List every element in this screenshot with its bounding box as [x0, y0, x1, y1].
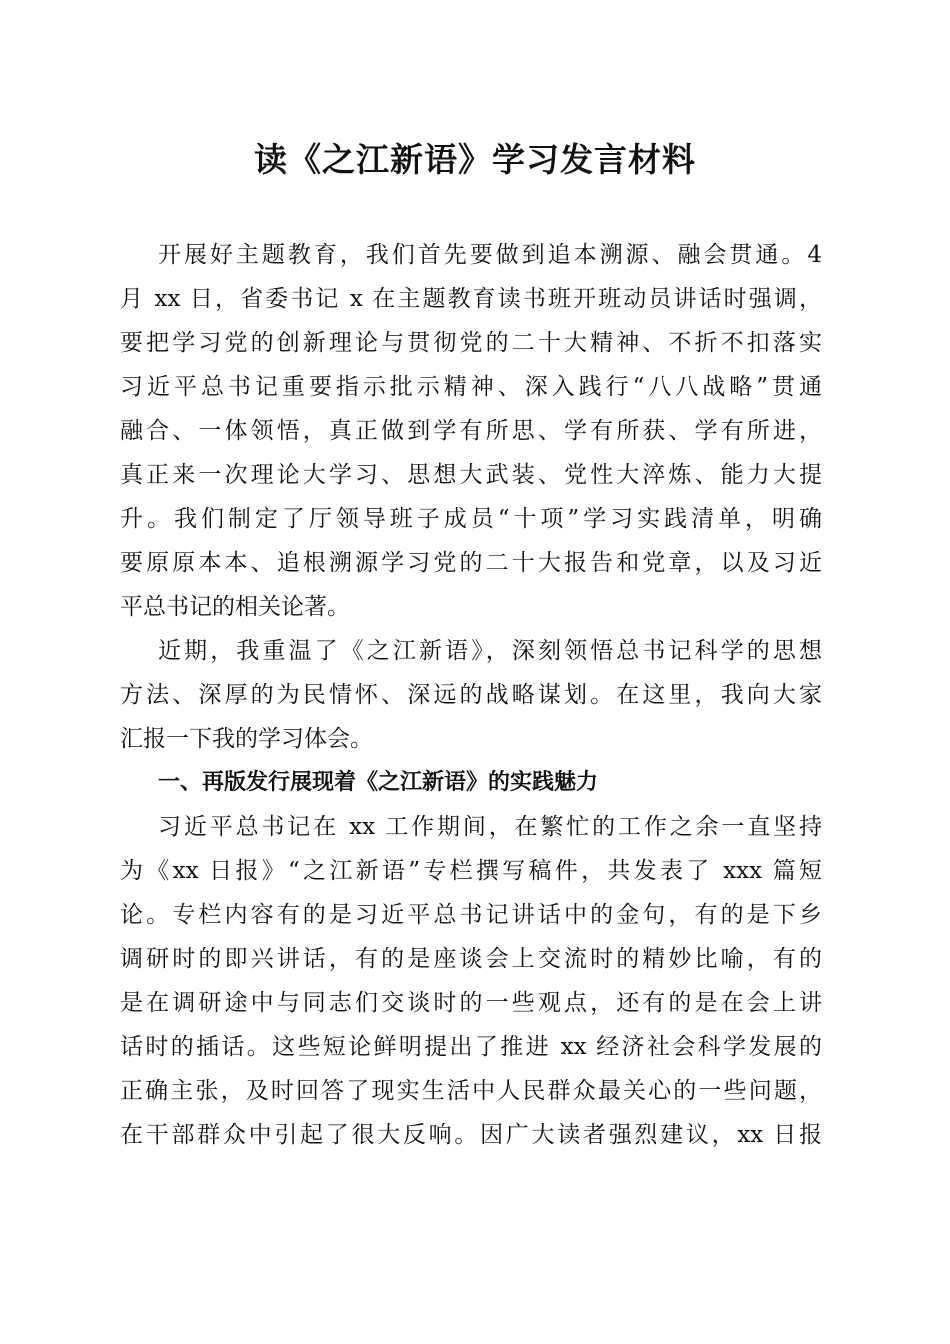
text-line: 近期，我重温了《之江新语》，深刻领悟总书记科学的思想 — [158, 638, 822, 664]
document-body — [120, 233, 822, 1157]
document-title: 读《之江新语》学习发言材料 — [254, 140, 696, 179]
text-line: 升。我们制定了厅领导班子成员“十项”学习实践清单，明确 — [120, 506, 822, 532]
text-line: 习近平总书记重要指示批示精神、深入践行“八八战略”贯通 — [120, 374, 822, 400]
text-line: 月 xx 日，省委书记 x 在主题教育读书班开班动员讲话时强调， — [120, 286, 822, 312]
text-line: 为《xx 日报》“之江新语”专栏撰写稿件，共发表了 xxx 篇短 — [120, 858, 822, 884]
paragraph-2 — [120, 629, 822, 761]
text-line: 调研时的即兴讲话，有的是座谈会上交流时的精妙比喻，有的 — [120, 946, 822, 972]
paragraph-3 — [120, 805, 822, 1157]
text-line: 要把学习党的创新理论与贯彻党的二十大精神、不折不扣落实 — [120, 330, 822, 356]
text-line: 汇报一下我的学习体会。 — [120, 726, 373, 752]
text-line: 方法、深厚的为民情怀、深远的战略谋划。在这里，我向大家 — [120, 682, 822, 708]
text-line: 正确主张，及时回答了现实生活中人民群众最关心的一些问题， — [120, 1078, 822, 1104]
text-line: 要原原本本、追根溯源学习党的二十大报告和党章，以及习近 — [120, 550, 822, 576]
text-line: 融合、一体领悟，真正做到学有所思、学有所获、学有所进， — [120, 418, 822, 444]
text-line: 平总书记的相关论著。 — [120, 594, 350, 620]
paragraph-1 — [120, 233, 822, 629]
text-line: 真正来一次理论大学习、思想大武装、党性大淬炼、能力大提 — [120, 462, 822, 488]
text-line: 话时的插话。这些短论鲜明提出了推进 xx 经济社会科学发展的 — [120, 1034, 822, 1060]
text-line: 习近平总书记在 xx 工作期间，在繁忙的工作之余一直坚持 — [158, 814, 822, 840]
text-line: 开展好主题教育，我们首先要做到追本溯源、融会贯通。4 — [158, 242, 822, 268]
section-heading: 一、再版发行展现着《之江新语》的实践魅力 — [158, 770, 599, 795]
text-line: 是在调研途中与同志们交谈时的一些观点，还有的是在会上讲 — [120, 990, 822, 1016]
text-line: 论。专栏内容有的是习近平总书记讲话中的金句，有的是下乡 — [120, 902, 822, 928]
text-line: 在干部群众中引起了很大反响。因广大读者强烈建议，xx 日报 — [120, 1122, 822, 1148]
